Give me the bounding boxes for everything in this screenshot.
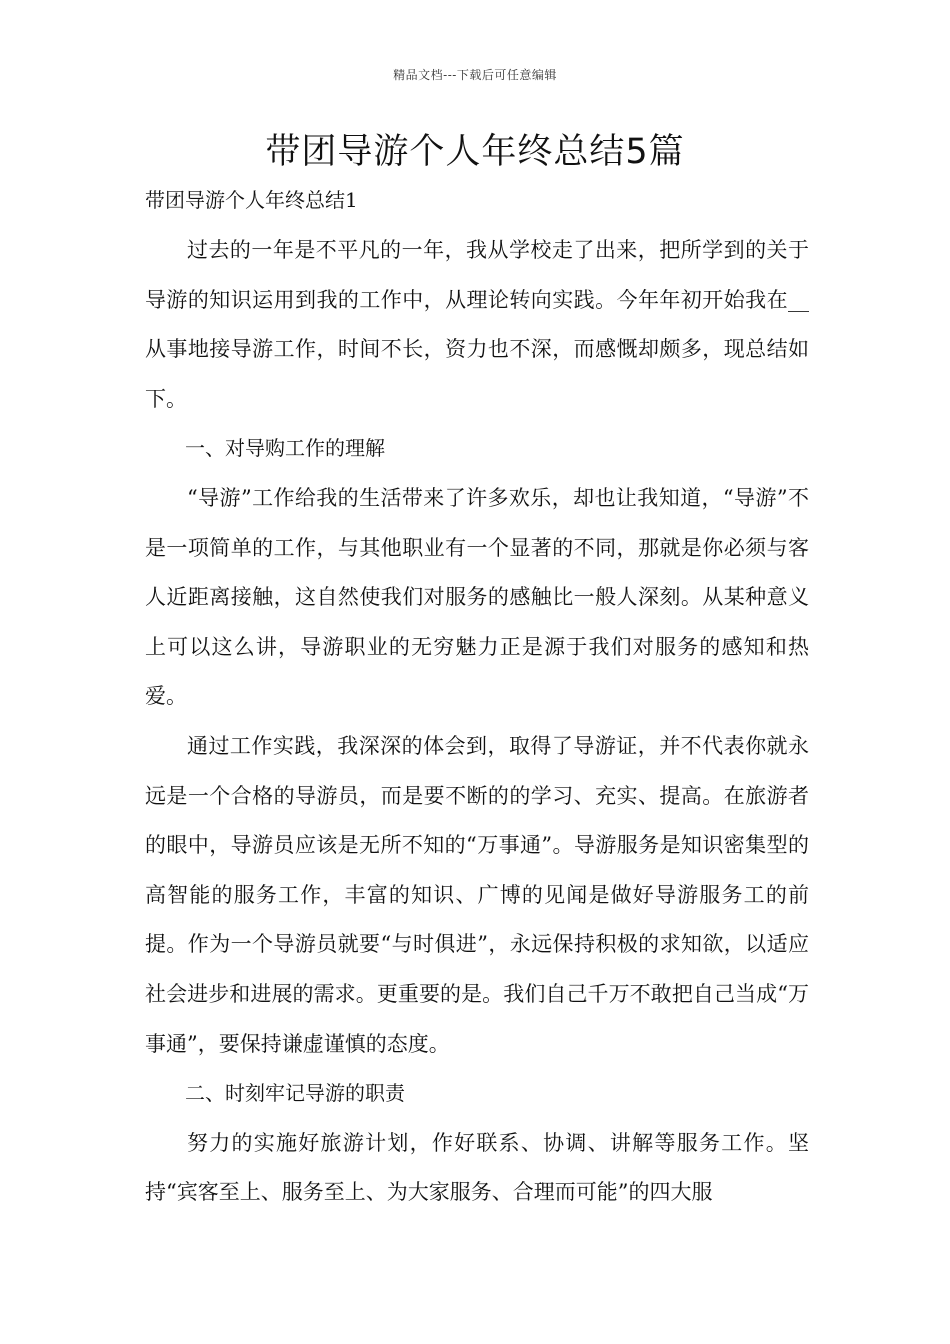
paragraph-intro: 过去的一年是不平凡的一年，我从学校走了出来，把所学到的关于导游的知识运用到我的工作中，从理论转向实践。今年年初开始我在__从事地接导游工作，时间不长，资力也不深，而感慨却颇多，现总结如下。 [145,238,809,411]
section-heading-2: 二、时刻牢记导游的职责 [185,1081,405,1106]
document-body [145,226,809,1218]
paragraph-duties: 努力的实施好旅游计划，作好联系、协调、讲解等服务工作。坚持“宾客至上、服务至上、为大家服务、合理而可能”的四大服 [145,1130,809,1205]
paragraph-practice: 通过工作实践，我深深的体会到，取得了导游证，并不代表你就永远是一个合格的导游员，而是要不断的的学习、充实、提高。在旅游者的眼中，导游员应该是无所不知的“万事通”。导游服务是知识密集型的高智能的服务工作，丰富的知识、广博的见闻是做好导游服务工的前提。作为一个导游员就要“与时俱进”，永远保持积极的求知欲，以适应社会进步和进展的需求。更重要的是。我们自己千万不敢把自己当成“万事通”，要保持谦虚谨慎的态度。 [145,733,809,1056]
section-heading-1: 一、对导购工作的理解 [185,436,385,461]
paragraph-understanding: “导游”工作给我的生活带来了许多欢乐，却也让我知道，“导游”不是一项简单的工作，与其他职业有一个显著的不同，那就是你必须与客人近距离接触，这自然使我们对服务的感触比一般人深刻。从某种意义上可以这么讲，导游职业的无穷魅力正是源于我们对服务的感知和热爱。 [145,485,809,709]
section-subtitle: 带团导游个人年终总结1 [145,188,358,212]
document-title: 带团导游个人年终总结5篇 [265,132,685,172]
header-note: 精品文档---下载后可任意编辑 [393,68,557,82]
